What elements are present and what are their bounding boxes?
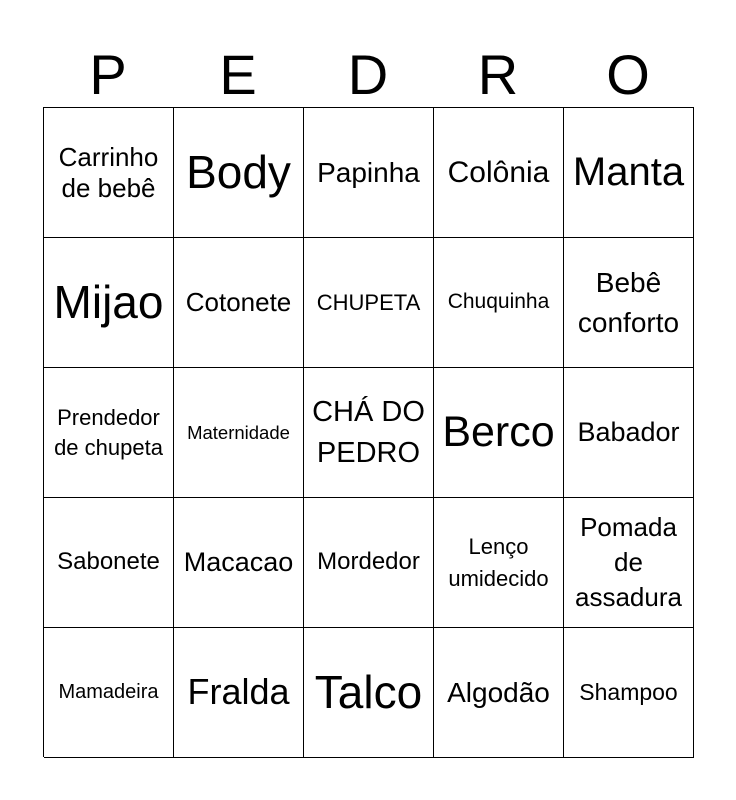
cell-label: Prendedor de chupeta	[54, 404, 163, 460]
bingo-cell[interactable]	[434, 238, 564, 368]
bingo-cell[interactable]	[44, 628, 174, 758]
cell-label: Pomada de assadura	[575, 511, 682, 613]
bingo-cell[interactable]	[304, 498, 434, 628]
cell-label: Berco	[442, 408, 555, 457]
header-letter-d: D	[347, 43, 389, 106]
bingo-cell[interactable]	[434, 368, 564, 498]
cell-label: Macacao	[183, 546, 294, 577]
bingo-cell[interactable]	[174, 498, 304, 628]
cell-label: CHÁ DO PEDRO	[312, 396, 425, 469]
bingo-cell[interactable]	[304, 238, 434, 368]
cell-label: Mamadeira	[58, 680, 159, 703]
bingo-cell[interactable]	[564, 108, 694, 238]
cell-label: Colônia	[447, 155, 550, 189]
bingo-cell[interactable]	[44, 238, 174, 368]
cell-label: Babador	[577, 416, 680, 447]
bingo-cell[interactable]	[304, 368, 434, 498]
bingo-cell[interactable]	[434, 628, 564, 758]
bingo-cell[interactable]	[434, 498, 564, 628]
cell-label: Shampoo	[579, 678, 678, 705]
cell-label: Body	[186, 146, 291, 199]
cell-label: Bebê conforto	[577, 267, 680, 338]
bingo-board	[43, 107, 694, 757]
bingo-cell[interactable]	[304, 108, 434, 238]
cell-label: Lenço umidecido	[448, 533, 549, 591]
bingo-cell[interactable]	[564, 498, 694, 628]
bingo-cell[interactable]	[174, 238, 304, 368]
header-letter-p: P	[89, 43, 127, 106]
header-letter-r: R	[477, 43, 519, 106]
cell-label: Mordedor	[317, 548, 420, 576]
cell-label: Cotonete	[185, 287, 292, 318]
cell-label: Carrinho de bebê	[58, 141, 159, 203]
bingo-cell[interactable]	[564, 628, 694, 758]
bingo-cell[interactable]	[44, 368, 174, 498]
cell-label: Algodão	[447, 676, 550, 708]
bingo-cell[interactable]	[44, 108, 174, 238]
cell-label: Maternidade	[187, 421, 290, 443]
bingo-cell[interactable]	[434, 108, 564, 238]
bingo-cell[interactable]	[564, 368, 694, 498]
bingo-cell[interactable]	[44, 498, 174, 628]
cell-label: Mijao	[53, 276, 164, 329]
bingo-cell[interactable]	[174, 108, 304, 238]
cell-label: Manta	[572, 149, 685, 194]
cell-label: CHUPETA	[316, 289, 421, 315]
cell-label: Talco	[314, 666, 423, 719]
cell-label: Fralda	[187, 671, 290, 713]
bingo-cell[interactable]	[304, 628, 434, 758]
cell-label: Sabonete	[57, 548, 160, 576]
bingo-header	[43, 42, 693, 108]
header-letter-o: O	[606, 43, 650, 106]
cell-label: Chuquinha	[447, 290, 550, 314]
cell-label: Papinha	[317, 156, 420, 188]
bingo-cell[interactable]	[174, 368, 304, 498]
header-letter-e: E	[219, 43, 257, 106]
bingo-cell[interactable]	[174, 628, 304, 758]
bingo-cell[interactable]	[564, 238, 694, 368]
